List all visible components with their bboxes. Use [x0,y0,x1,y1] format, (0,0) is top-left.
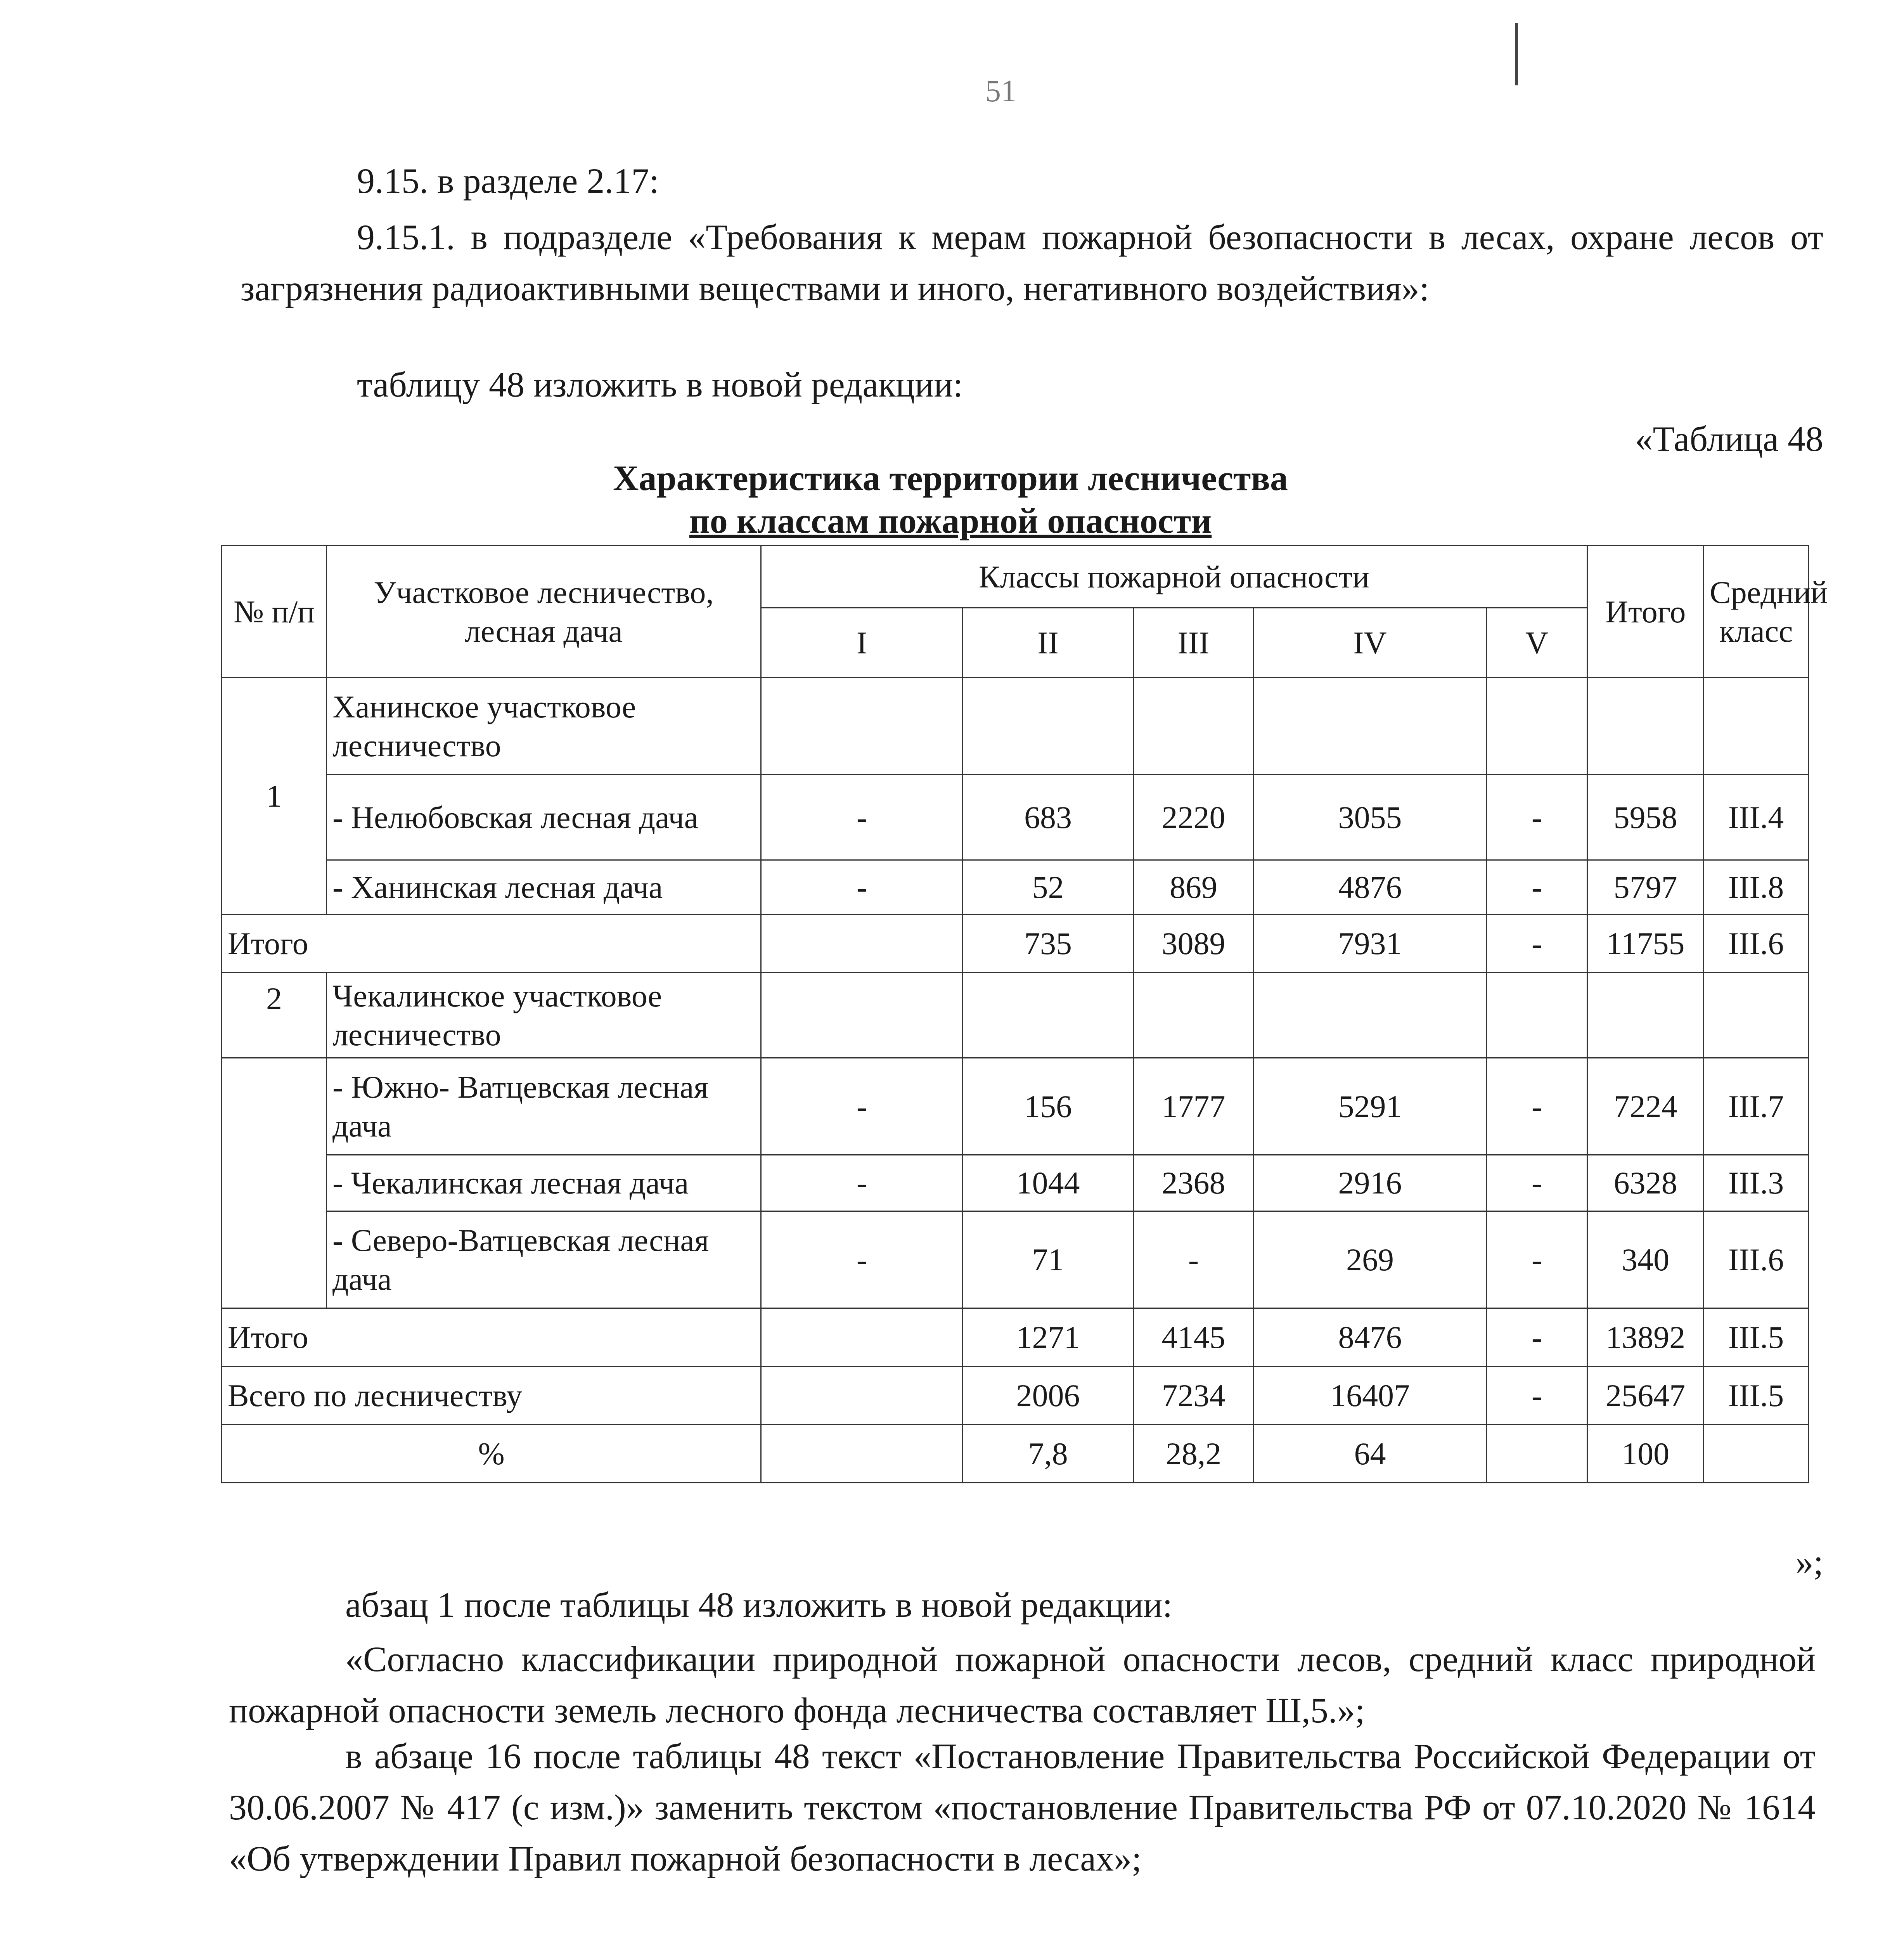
cell-c3: 7234 [1134,1367,1254,1425]
subsection-paragraph: 9.15.1. в подразделе «Требования к мерам пожарной безопасности в лесах, охране лесов от загрязнения радиоактивными веществами и иного, негативного воздействия»: [241,217,1823,308]
cell-c2: 7,8 [963,1425,1134,1483]
cell-c1: - [761,775,963,860]
group1-name: Ханинское участковое лесничество [327,678,761,775]
cell-c4: 5291 [1254,1058,1487,1155]
cell-c3: 4145 [1134,1308,1254,1367]
table-row [222,860,1809,915]
cell-c4: 269 [1254,1211,1487,1308]
cell-total: 5797 [1587,860,1704,915]
percent-row [222,1425,1809,1483]
row-name: - Чекалинская лесная дача [327,1155,761,1211]
cell-c2: 71 [963,1211,1134,1308]
cell-c4: 64 [1254,1425,1487,1483]
cell-total: 7224 [1587,1058,1704,1155]
scan-mark-top [1515,23,1518,85]
row-name: - Нелюбовская лесная дача [327,775,761,860]
cell-avg: III.5 [1704,1308,1809,1367]
table48-intro: таблицу 48 изложить в новой редакции: [357,365,963,404]
cell-c2: 156 [963,1058,1134,1155]
cell-c3: 2368 [1134,1155,1254,1211]
cell-avg: III.4 [1704,775,1809,860]
fire-hazard-table [221,545,1828,1483]
header-class-1: I [761,608,963,678]
cell-c5: - [1487,1308,1587,1367]
row-name: - Южно- Ватцевская лесная дача [327,1058,761,1155]
table-row [222,775,1809,860]
cell-total: 340 [1587,1211,1704,1308]
table48-title-line1: Характеристика территории лесничества [613,458,1288,498]
cell-avg: III.8 [1704,860,1809,915]
group2-name: Чекалинское участковое лесничество [327,973,761,1058]
cell-c3: 3089 [1134,915,1254,973]
subtotal-label: Итого [222,1308,761,1367]
cell-c3: 1777 [1134,1058,1254,1155]
cell-c1: - [761,1058,963,1155]
cell-avg: III.6 [1704,915,1809,973]
cell-avg: III.5 [1704,1367,1809,1425]
cell-c3: 869 [1134,860,1254,915]
cell-total: 6328 [1587,1155,1704,1211]
cell-total: 11755 [1587,915,1704,973]
header-class-2: II [963,608,1134,678]
cell-c2: 683 [963,775,1134,860]
table-row [222,1058,1809,1155]
cell-c5: - [1487,1058,1587,1155]
cell-c4: 3055 [1254,775,1487,860]
table48-label: «Таблица 48 [1635,419,1823,459]
cell-c2: 1044 [963,1155,1134,1211]
cell-c5: - [1487,915,1587,973]
cell-total: 5958 [1587,775,1704,860]
percent-label: % [222,1425,761,1483]
cell-avg: III.3 [1704,1155,1809,1211]
cell-c3: - [1134,1211,1254,1308]
cell-c4: 2916 [1254,1155,1487,1211]
cell-c2: 1271 [963,1308,1134,1367]
header-num: № п/п [222,546,327,678]
cell-total: 100 [1587,1425,1704,1483]
table48-title-line2: по классам пожарной опасности [689,501,1212,540]
cell-c5: - [1487,775,1587,860]
cell-c3: 28,2 [1134,1425,1254,1483]
cell-c4: 8476 [1254,1308,1487,1367]
row-name: - Северо-Ватцевская лесная дача [327,1211,761,1308]
cell-c1: - [761,1155,963,1211]
cell-c5: - [1487,1367,1587,1425]
cell-c2: 52 [963,860,1134,915]
cell-c3: 2220 [1134,775,1254,860]
group2-num: 2 [222,973,327,1058]
cell-c5: - [1487,1155,1587,1211]
cell-c2: 735 [963,915,1134,973]
table-row [222,1155,1809,1211]
header-class-3: III [1134,608,1254,678]
cell-c4: 4876 [1254,860,1487,915]
cell-c4: 7931 [1254,915,1487,973]
header-class-4: IV [1254,608,1487,678]
cell-c1: - [761,860,963,915]
subtotal-row [222,915,1809,973]
table49-intro [345,1934,1819,1940]
subtotal-row [222,1308,1809,1367]
grand-total-row [222,1367,1809,1425]
classification-paragraph: «Согласно классификации природной пожарной опасности лесов, средний класс природной пожарной опасности земель лесного фонда лесничества составляет Ш,5.»; [229,1639,1816,1730]
header-classes: Классы пожарной опасности [761,546,1587,608]
header-forestry: Участковое лесничество, лесная дача [327,546,761,678]
cell-c5: - [1487,1211,1587,1308]
after-table-heading: абзац 1 после таблицы 48 изложить в новой редакции: [345,1585,1173,1625]
table-row [222,1211,1809,1308]
header-avg-class: Средний класс [1704,546,1809,678]
table48-closing: »; [1795,1542,1823,1582]
cell-c1: - [761,1211,963,1308]
cell-avg: III.7 [1704,1058,1809,1155]
header-total: Итого [1587,546,1704,678]
cell-total: 25647 [1587,1367,1704,1425]
cell-c4: 16407 [1254,1367,1487,1425]
group1-num: 1 [222,678,327,915]
cell-c2: 2006 [963,1367,1134,1425]
header-class-5: V [1487,608,1587,678]
page-number: 51 [985,74,1016,108]
cell-avg: III.6 [1704,1211,1809,1308]
subtotal-label: Итого [222,915,761,973]
amendment-paragraph: в абзаце 16 после таблицы 48 текст «Постановление Правительства Российской Федерации от 30.06.2007 № 417 (с изм.)» заменить текстом «постановление Правительства РФ от 07.10.2020 № 1614 «Об утверждении Правил пожарной безопасности в лесах»; [229,1736,1816,1878]
section-heading: 9.15. в разделе 2.17: [357,161,659,201]
cell-total: 13892 [1587,1308,1704,1367]
grand-total-label: Всего по лесничеству [222,1367,761,1425]
row-name: - Ханинская лесная дача [327,860,761,915]
cell-c5: - [1487,860,1587,915]
